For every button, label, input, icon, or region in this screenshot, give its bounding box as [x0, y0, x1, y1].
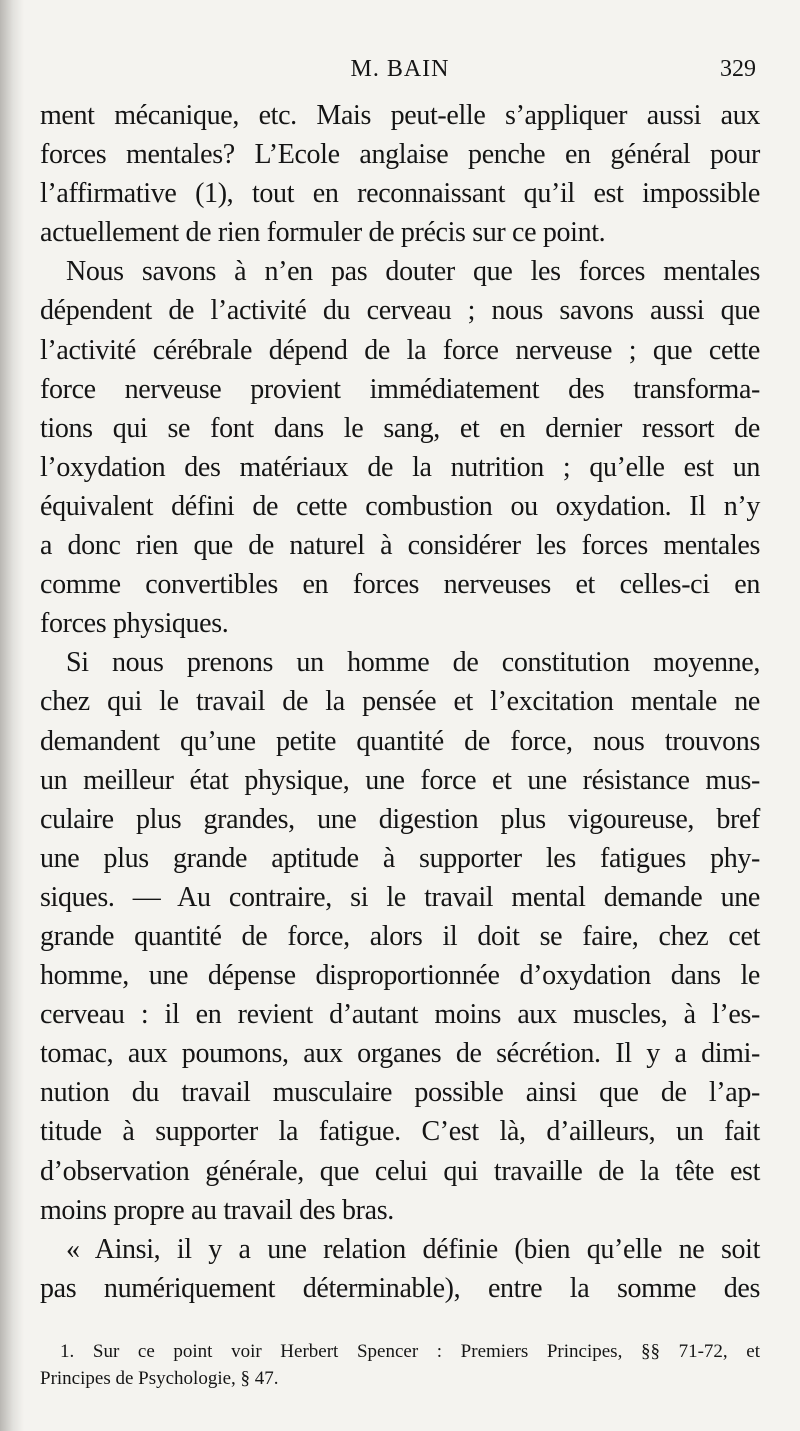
text-line: d’observation générale, que celui qui travaille de la tête est	[40, 1155, 760, 1187]
text-line: dépendent de l’activité du cerveau ; nous savons aussi que	[40, 295, 760, 327]
text-line: comme convertibles en forces nerveuses et celles-ci en	[40, 569, 760, 601]
text-line: actuellement de rien formuler de précis sur ce point.	[40, 217, 606, 249]
text-line: l’oxydation des matériaux de la nutrition ; qu’elle est un	[40, 451, 760, 483]
text-line: tions qui se font dans le sang, et en dernier ressort de	[40, 412, 760, 444]
text-line: cerveau : il en revient d’autant moins aux muscles, à l’es-	[40, 999, 760, 1031]
footnote-line: Principes de Psychologie, § 47.	[40, 1368, 279, 1389]
text-line: forces mentales? L’Ecole anglaise penche en général pour	[40, 139, 760, 171]
text-line: a donc rien que de naturel à considérer les forces mentales	[40, 530, 760, 562]
page-header	[40, 52, 760, 92]
text-line: équivalent défini de cette combustion ou oxydation. Il n’y	[40, 490, 760, 522]
text-line: homme, une dépense disproportionnée d’oxydation dans le	[40, 960, 760, 992]
text-line: culaire plus grandes, une digestion plus vigoureuse, bref	[40, 803, 760, 835]
text-line: force nerveuse provient immédiatement des transforma-	[40, 373, 760, 405]
text-line: forces physiques.	[40, 608, 229, 640]
page-gutter-shadow	[0, 0, 24, 1431]
text-line: tomac, aux poumons, aux organes de sécrétion. Il y a dimi-	[40, 1038, 760, 1070]
text-line: moins propre au travail des bras.	[40, 1194, 394, 1226]
page-number: 329	[720, 56, 756, 82]
text-line: l’activité cérébrale dépend de la force nerveuse ; que cette	[40, 334, 760, 366]
text-line: nution du travail musculaire possible ainsi que de l’ap-	[40, 1077, 760, 1109]
text-line: une plus grande aptitude à supporter les fatigues phy-	[40, 842, 760, 874]
text-line: un meilleur état physique, une force et une résistance mus-	[40, 764, 760, 796]
text-line: l’affirmative (1), tout en reconnaissant qu’il est impossible	[40, 178, 760, 210]
footnote-line: 1. Sur ce point voir Herbert Spencer : Premiers Principes, §§ 71-72, et	[60, 1341, 760, 1362]
text-line: demandent qu’une petite quantité de force, nous trouvons	[40, 725, 760, 757]
footnotes	[40, 1338, 760, 1392]
text-line: Si nous prenons un homme de constitution moyenne,	[66, 647, 760, 679]
text-line: titude à supporter la fatigue. C’est là, d’ailleurs, un fait	[40, 1116, 760, 1148]
text-line: chez qui le travail de la pensée et l’excitation mentale ne	[40, 686, 760, 718]
running-title: M. BAIN	[350, 56, 450, 82]
text-line: « Ainsi, il y a une relation définie (bien qu’elle ne soit	[66, 1233, 760, 1265]
text-line: Nous savons à n’en pas douter que les forces mentales	[66, 256, 760, 288]
text-line: pas numériquement déterminable), entre la somme des	[40, 1272, 760, 1304]
text-line: grande quantité de force, alors il doit se faire, chez cet	[40, 920, 760, 952]
text-line: siques. — Au contraire, si le travail mental demande une	[40, 881, 760, 913]
body-text	[40, 96, 760, 1308]
text-line: ment mécanique, etc. Mais peut-elle s’appliquer aussi aux	[40, 100, 760, 131]
